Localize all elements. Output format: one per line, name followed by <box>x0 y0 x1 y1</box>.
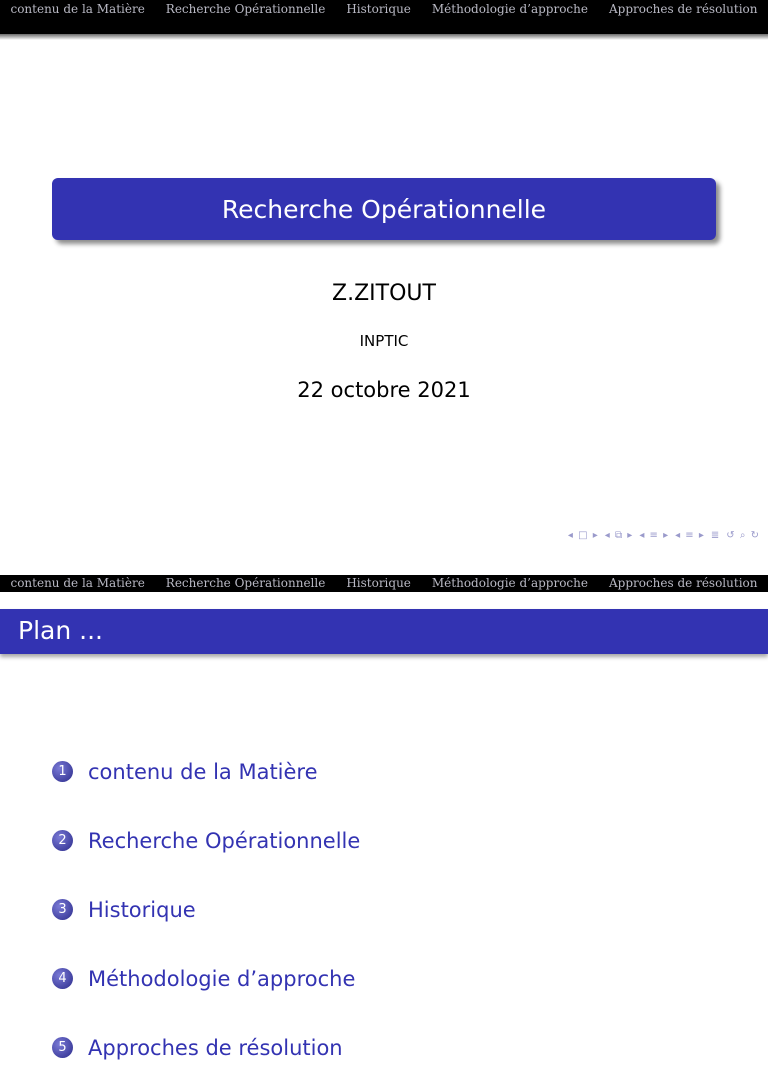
numbered-bullet-icon: 5 <box>52 1037 73 1058</box>
presentation-title-box <box>52 178 716 240</box>
nav-item-contenu[interactable]: contenu de la Matière <box>10 2 145 16</box>
toc-item-label[interactable]: Historique <box>88 897 196 922</box>
subsection-nav-icon[interactable]: ◂ ⧉ ▸ <box>604 529 634 541</box>
search-back-forward-icon[interactable]: ↺ ⌕ ↻ <box>726 529 760 541</box>
toc-item[interactable] <box>52 806 360 875</box>
nav-item-recherche[interactable]: Recherche Opérationnelle <box>165 576 326 590</box>
toc-item-label[interactable]: Recherche Opérationnelle <box>88 828 361 853</box>
nav-item-methodologie[interactable]: Méthodologie d’approche <box>431 2 588 16</box>
nav-item-historique[interactable]: Historique <box>346 2 411 16</box>
toc-item[interactable] <box>52 737 360 806</box>
outline-slide <box>0 575 768 1060</box>
numbered-bullet-icon: 1 <box>52 761 73 782</box>
table-of-contents <box>52 737 360 1082</box>
presentation-date: 22 octobre 2021 <box>297 378 471 402</box>
section-navbar <box>0 575 768 592</box>
toc-item[interactable] <box>52 944 360 1013</box>
presentation-title: Recherche Opérationnelle <box>221 194 547 224</box>
toc-item-label[interactable]: Méthodologie d’approche <box>88 966 356 991</box>
document-nav-icon[interactable]: ◂ ≡ ▸ <box>675 529 705 541</box>
nav-item-historique[interactable]: Historique <box>346 576 411 590</box>
section-nav-icon[interactable]: ◂ ≡ ▸ <box>639 529 670 541</box>
toc-item[interactable] <box>52 875 360 944</box>
numbered-bullet-icon: 4 <box>52 968 73 989</box>
section-navbar <box>0 0 768 34</box>
toc-item-label[interactable]: Approches de résolution <box>88 1035 343 1060</box>
navbar-shadow <box>0 34 768 40</box>
beamer-navigation-symbols <box>568 527 760 543</box>
institute-name: INPTIC <box>359 332 409 350</box>
numbered-bullet-icon: 2 <box>52 830 73 851</box>
nav-item-approches[interactable]: Approches de résolution <box>608 576 758 590</box>
frame-title-bar <box>0 609 768 654</box>
toc-item-label[interactable]: contenu de la Matière <box>88 759 318 784</box>
nav-item-contenu[interactable]: contenu de la Matière <box>10 576 145 590</box>
toc-nav-icon[interactable]: ≣ <box>710 529 721 541</box>
author-name: Z.ZITOUT <box>332 281 436 306</box>
frame-nav-icon[interactable]: ◂ □ ▸ <box>567 529 599 541</box>
toc-item[interactable] <box>52 1013 360 1082</box>
nav-item-methodologie[interactable]: Méthodologie d’approche <box>431 576 588 590</box>
numbered-bullet-icon: 3 <box>52 899 73 920</box>
nav-item-recherche[interactable]: Recherche Opérationnelle <box>165 2 326 16</box>
frame-title: Plan ... <box>18 616 103 645</box>
nav-item-approches[interactable]: Approches de résolution <box>608 2 758 16</box>
